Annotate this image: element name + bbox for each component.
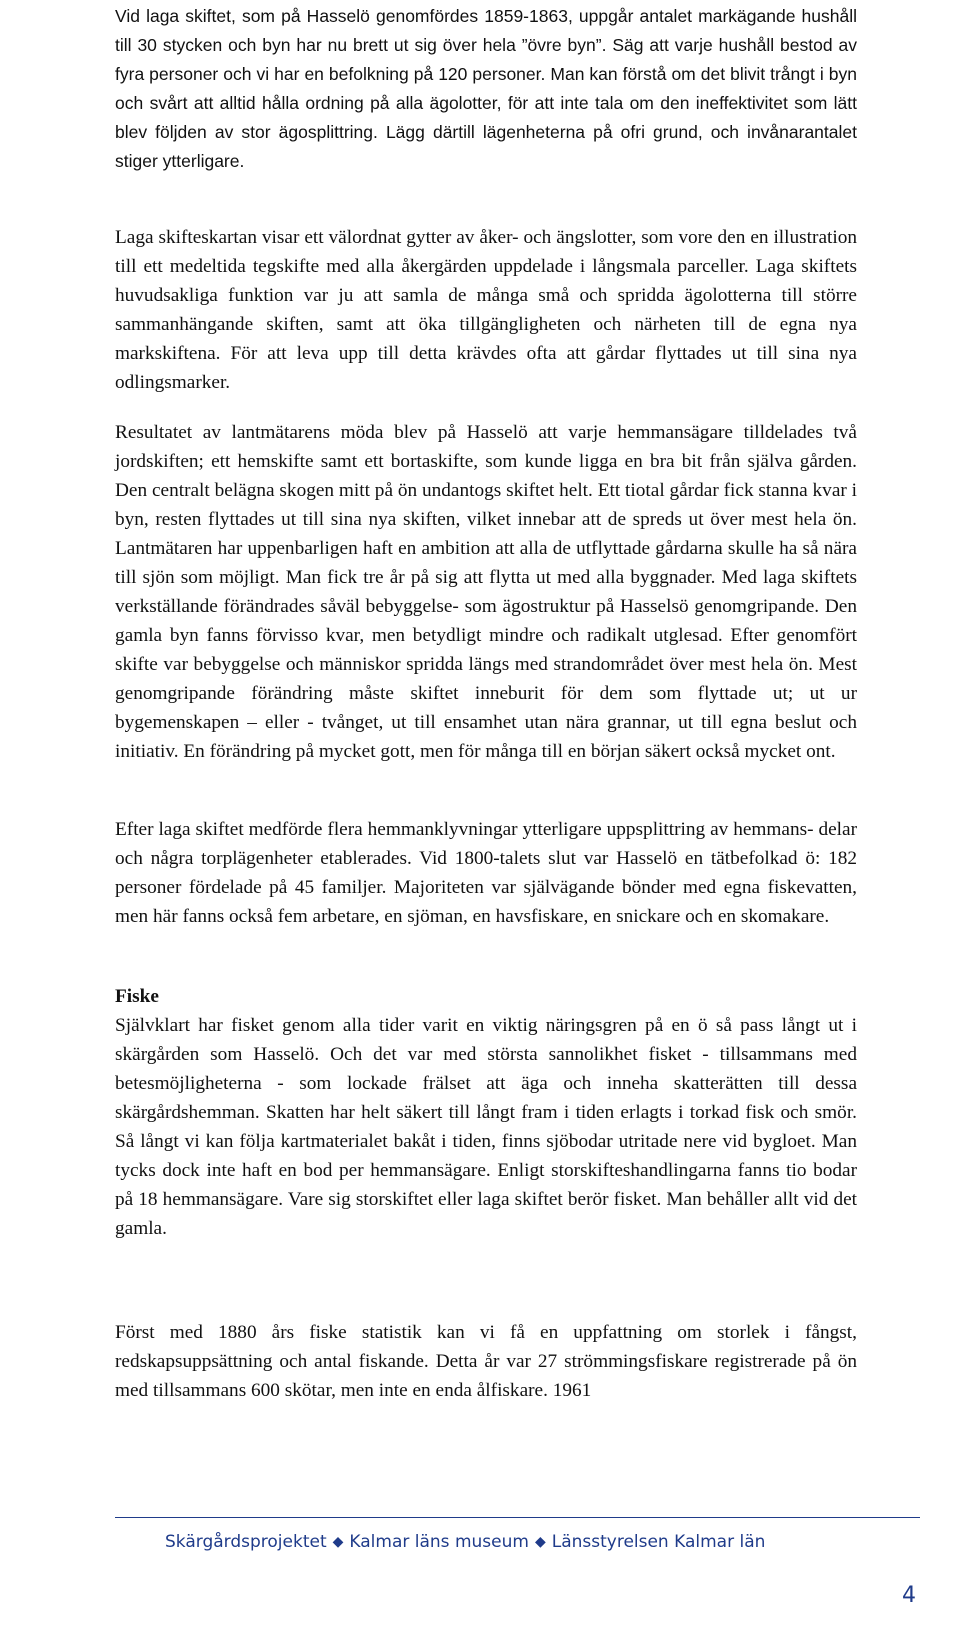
diamond-separator-icon: ◆ (332, 1534, 344, 1550)
footer-organizations (165, 1532, 765, 1552)
section-heading-fiske: Fiske (115, 986, 159, 1007)
footer-divider (115, 1517, 920, 1518)
footer-org-lansstyrelsen: Länsstyrelsen Kalmar län (551, 1532, 766, 1552)
page-number: 4 (902, 1583, 916, 1608)
paragraph-laga-skifteskartan: Laga skifteskartan visar ett välordnat gytter av åker- och ängslotter, som vore den en illustration till ett medeltida tegskifte med alla åkergärden uppdelade i långsmala parceller. Laga skiftets huvudsakliga funktion var ju att samla de många små och spridda ägolotterna till större sammanhängande skiften, samt att öka tillgängligheten och närheten till de egna nya markskiftena. För att leva upp till detta krävdes ofta att gårdar flyttades ut till sina nya odlingsmarker. (115, 227, 857, 393)
paragraph-fiske: Självklart har fisket genom alla tider varit en viktig näringsgren på en ö så pass långt ut i skärgården som Hasselö. Och det var med största sannolikhet fisket - tillsammans med betesmöjligheterna - som lockade frälset att äga och inneha skatterätten till dessa skärgårdshemman. Skatten har helt säkert till långt fram i tiden erlagts i torkad fisk och smör. Så långt vi kan följa kartmaterialet bakåt i tiden, finns sjöbodar utritade nere vid bygloet. Man tycks dock inte haft en bod per hemmansägare. Enligt storskifteshandlingarna fanns tio bodar på 18 hemmansägare. Vare sig storskiftet eller laga skiftet berör fisket. Man behåller allt vid det gamla. (115, 1015, 857, 1239)
paragraph-resultatet: Resultatet av lantmätarens möda blev på Hasselö att varje hemmansägare tilldelades två jordskiften; ett hemskifte samt ett bortaskifte, som kunde ligga en bra bit från själva gården. Den centralt belägna skogen mitt på ön undantogs skiftet helt. Ett tiotal gårdar fick stanna kvar i byn, resten flyttades ut till sina nya skiften, vilket innebar att de spreds ut över mest hela ön. Lantmätaren har uppenbarligen haft en ambition att alla de utflyttade gårdarna skulle ha så nära till sjön som möjligt. Man fick tre år på sig att flytta ut med alla byggnader. Med laga skiftets verkställande förändrades såväl bebyggelse- som ägostruktur på Hasselsö genomgripande. Den gamla byn fanns förvisso kvar, men betydligt mindre och radikalt utglesad. Efter genomfört skifte var bebyggelse och människor spridda längs med strandområdet över mest hela ön. Mest genomgripande förändring måste skiftet inneburit för dem som flyttade ut; ut ur bygemenskapen – eller - tvånget, ut till ensamhet utan nära grannar, ut till egna beslut och initiativ. En förändring på mycket gott, men för många till en början säkert också mycket ont. (115, 422, 857, 762)
diamond-separator-icon: ◆ (534, 1534, 546, 1550)
paragraph-hemmanklyvningar: Efter laga skiftet medförde flera hemmanklyvningar ytterligare uppsplittring av hemmans- delar och några torplägenheter etablerades. Vid 1800-talets slut var Hasselö en tätbefolkad ö: 182 personer fördelade på 45 familjer. Majoriteten var självägande bönder med egna fiskevatten, men här fanns också fem arbetare, en sjöman, en havsfiskare, en snickare och en skomakare. (115, 819, 857, 927)
footer-org-kalmar-lans-museum: Kalmar läns museum (349, 1532, 529, 1552)
footer-org-skargardsprojektet: Skärgårdsprojektet (165, 1532, 327, 1552)
paragraph-laga-skiftet-intro: Vid laga skiftet, som på Hasselö genomfördes 1859-1863, uppgår antalet markägande hushåll till 30 stycken och byn har nu brett ut sig över hela ”övre byn”. Säg att varje hushåll bestod av fyra personer och vi har en befolkning på 120 personer. Man kan förstå om det blivit trångt i byn och svårt att alltid hålla ordning på alla ägolotter, för att inte tala om den ineffektivitet som lätt blev följden av stor ägosplittring. Lägg därtill lägenheterna på ofri grund, och invånarantalet stiger ytterligare. (115, 6, 857, 171)
paragraph-fiske-statistik: Först med 1880 års fiske statistik kan vi få en uppfattning om storlek i fångst, redskapsuppsättning och antal fiskande. Detta år var 27 strömmingsfiskare registrerade på ön med tillsammans 600 skötar, men inte en enda ålfiskare. 1961 (115, 1322, 857, 1401)
